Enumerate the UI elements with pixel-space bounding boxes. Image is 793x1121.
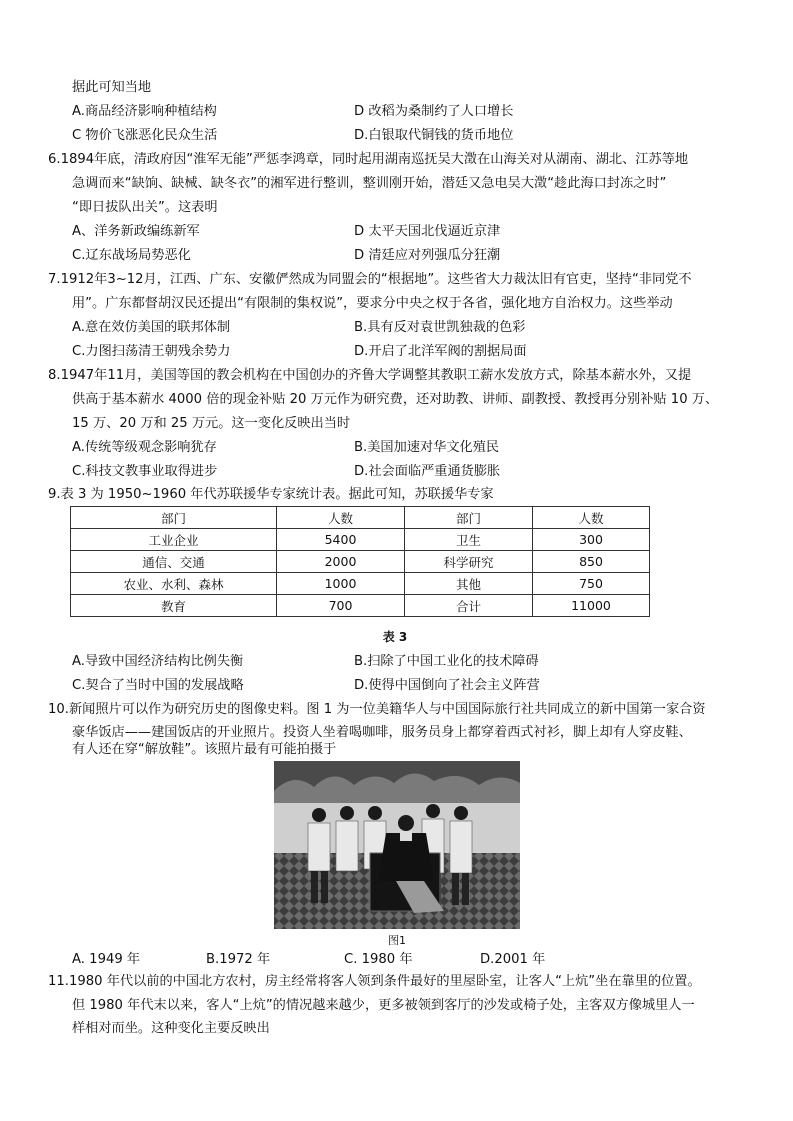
q10-stem-line-3: 有人还在穿“解放鞋”。该照片最有可能拍摄于: [72, 742, 337, 757]
q5-option-a: A.商品经济影响种植结构: [72, 104, 217, 119]
q6-option-b: D 太平天国北伐逼近京津: [354, 224, 501, 239]
q7-stem-line-2: 用”。广东都督胡汉民还提出“有限制的集权说”，要求分中央之权于各省，强化地方自治权力。这些举动: [72, 296, 673, 311]
q6-option-d: D 清廷应对列强瓜分狂潮: [354, 248, 501, 263]
q5-option-d: D.白银取代铜钱的货币地位: [354, 128, 514, 143]
q8-option-b: B.美国加速对华文化殖民: [354, 440, 500, 455]
q6-option-c: C.辽东战场局势恶化: [72, 248, 191, 263]
table-header-cell: 人数: [277, 507, 405, 529]
photo-illustration: [274, 761, 520, 929]
q5-option-c: C 物价飞涨恶化民众生活: [72, 128, 218, 143]
table-cell: 合计: [405, 595, 533, 617]
q8-option-d: D.社会面临严重通货膨胀: [354, 464, 501, 479]
table-header-cell: 部门: [71, 507, 277, 529]
table-cell: 850: [533, 551, 650, 573]
q7-option-c: C.力图扫荡清王朝残余势力: [72, 344, 231, 359]
q6-stem-line-2: 急调而来“缺饷、缺械、缺冬衣”的湘军进行整训，整训刚开始，潜廷又急电吴大澂“趁此海口封冻之时”: [72, 176, 667, 191]
q9-option-a: A.导致中国经济结构比例失衡: [72, 654, 244, 669]
q10-option-a: A. 1949 年: [72, 952, 141, 967]
q10-option-d: D.2001 年: [480, 952, 546, 967]
q9-option-c: C.契合了当时中国的发展战略: [72, 678, 244, 693]
table-cell: 700: [277, 595, 405, 617]
q6-stem-line-3: “即日拔队出关”。这表明: [72, 200, 218, 215]
q8-option-a: A.传统等级观念影响犹存: [72, 440, 217, 455]
table-cell: 卫生: [405, 529, 533, 551]
expert-statistics-table: [70, 506, 650, 617]
table-header-cell: 部门: [405, 507, 533, 529]
table-row: [71, 573, 650, 595]
table-cell: 工业企业: [71, 529, 277, 551]
figure-caption: 图1: [388, 934, 406, 947]
q8-stem-line-2: 供高于基本薪水 4000 倍的现金补贴 20 万元作为研究费，还对助教、讲师、副教授、教授再分别补贴 10 万、: [72, 392, 719, 407]
q10-option-c: C. 1980 年: [344, 952, 413, 967]
q7-option-d: D.开启了北洋军阀的割据局面: [354, 344, 527, 359]
q7-stem-line-1: 7.1912年3~12月，江西、广东、安徽俨然成为同盟会的“根据地”。这些省大力裁汰旧有官吏，坚持“非同党不: [48, 272, 692, 287]
q8-stem-line-1: 8.1947年11月，美国等国的教会机构在中国创办的齐鲁大学调整其教职工薪水发放方式，除基本薪水外，又提: [48, 368, 692, 383]
table-cell: 农业、水利、森林: [71, 573, 277, 595]
table-cell: 通信、交通: [71, 551, 277, 573]
q11-stem-line-2: 但 1980 年代末以来，客人“上炕”的情况越来越少，更多被领到客厅的沙发或椅子处，主客双方像城里人一: [72, 998, 695, 1013]
table-cell: 1000: [277, 573, 405, 595]
q11-stem-line-1: 11.1980 年代以前的中国北方农村，房主经常将客人领到条件最好的里屋卧室，让客人“上炕”坐在靠里的位置。: [48, 974, 701, 989]
table-cell: 750: [533, 573, 650, 595]
table-cell: 教育: [71, 595, 277, 617]
q7-option-a: A.意在效仿美国的联邦体制: [72, 320, 231, 335]
table-cell: 11000: [533, 595, 650, 617]
q9-option-d: D.使得中国倒向了社会主义阵营: [354, 678, 540, 693]
q6-option-a: A、洋务新政编练新军: [72, 224, 200, 239]
q5-stem-tail: 据此可知当地: [72, 80, 152, 95]
table-cell: 2000: [277, 551, 405, 573]
table-header-cell: 人数: [533, 507, 650, 529]
q10-option-b: B.1972 年: [206, 952, 271, 967]
q11-stem-line-3: 样相对而坐。这种变化主要反映出: [72, 1021, 270, 1036]
q6-stem-line-1: 6.1894年底，清政府因“淮军无能”严惩李鸿章，同时起用湖南巡抚吴大澂在山海关对从湖南、湖北、江苏等地: [48, 152, 689, 167]
table-cell: 科学研究: [405, 551, 533, 573]
q9-option-b: B.扫除了中国工业化的技术障碍: [354, 654, 539, 669]
q8-stem-line-3: 15 万、20 万和 25 万元。这一变化反映出当时: [72, 416, 351, 431]
q7-option-b: B.具有反对袁世凯独裁的色彩: [354, 320, 526, 335]
hotel-opening-photo: [274, 761, 520, 929]
q5-option-b: D 改稻为桑制约了人口增长: [354, 104, 514, 119]
table-row: [71, 551, 650, 573]
q10-stem-line-1: 10.新闻照片可以作为研究历史的图像史料。图 1 为一位美籍华人与中国国际旅行社共同成立的新中国第一家合资: [48, 702, 706, 717]
table-row: [71, 595, 650, 617]
q10-stem-line-2: 豪华饭店——建国饭店的开业照片。投资人坐着喝咖啡，服务员身上都穿着西式衬衫，脚上却有人穿皮鞋、: [72, 725, 692, 740]
q9-stem: 9.表 3 为 1950~1960 年代苏联援华专家统计表。据此可知，苏联援华专家: [48, 487, 494, 502]
table-cell: 300: [533, 529, 650, 551]
q8-option-c: C.科技文教事业取得进步: [72, 464, 218, 479]
table-row: [71, 529, 650, 551]
table-cell: 5400: [277, 529, 405, 551]
table-cell: 其他: [405, 573, 533, 595]
table-caption: 表 3: [382, 630, 408, 644]
table-header-row: [71, 507, 650, 529]
